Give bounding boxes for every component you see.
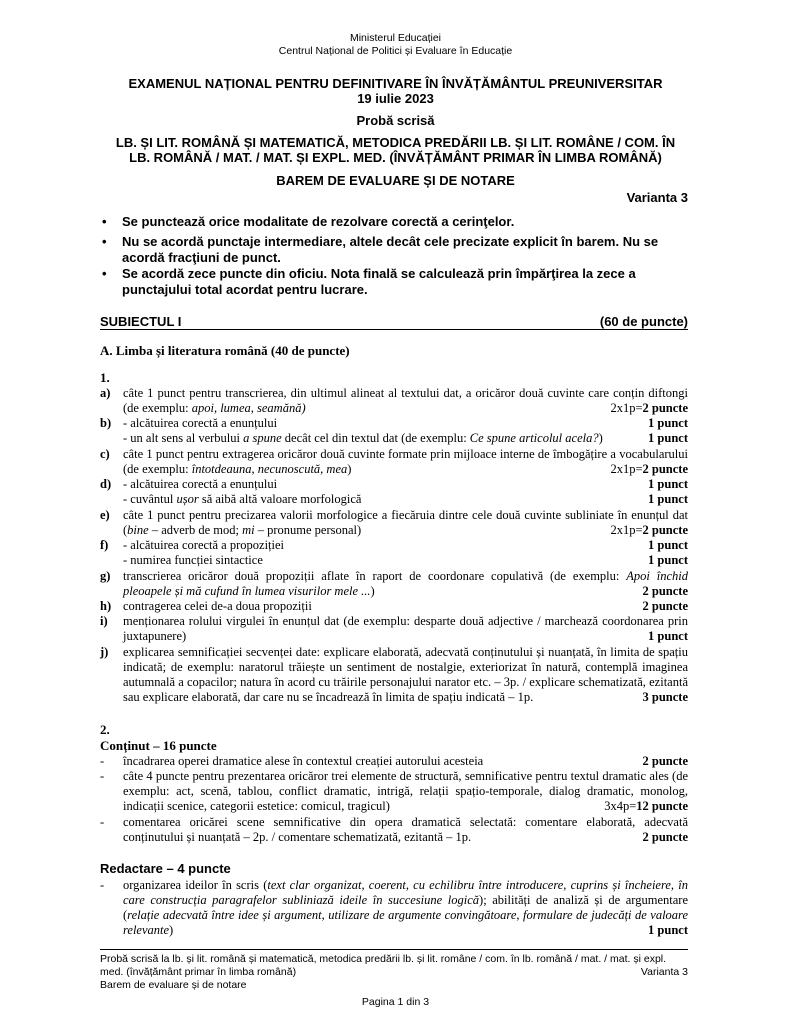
subject-heading: SUBIECTUL I (60 de puncte) (100, 314, 688, 329)
redactare-heading: Redactare – 4 puncte (100, 861, 231, 876)
rule-bullet-1: • Se punctează orice modalitate de rezolvare corectă a cerinţelor. (102, 214, 515, 229)
footer-line-1: Probă scrisă la lb. și lit. română și matematică, metodica predării lb. și lit. române / com. în lb. română / mat. / mat. și expl. (100, 953, 667, 965)
barem-title: BAREM DE EVALUARE ȘI DE NOTARE (276, 173, 515, 188)
item-f: f) - alcătuirea corectă a propoziției 1 punct - numirea funcției sintactice 1 punct (100, 538, 688, 567)
exam-title: EXAMENUL NAȚIONAL PENTRU DEFINITIVARE ÎN ÎNVĂȚĂMÂNTUL PREUNIVERSITAR (128, 76, 663, 91)
item-c: c) câte 1 punct pentru extragerea oricăror două cuvinte formate prin mijloace interne de îmbogățire a vocabularului (de exemplu: întotdeauna, necunoscută, mea) 2x1p=2 puncte (100, 447, 688, 476)
item-i: i) menționarea rolului virgulei în enunțul dat (de exemplu: desparte două adjective / marchează coordonarea prin juxtapunere) 1 punct (100, 614, 688, 643)
subject-line-1: LB. ȘI LIT. ROMÂNĂ ȘI MATEMATICĂ, METODICA PREDĂRII LB. ȘI LIT. ROMÂNE / COM. ÎN (115, 135, 676, 150)
subject-points: (60 de puncte) (599, 314, 688, 329)
footer-variant: Varianta 3 (640, 966, 688, 978)
item-d: d) - alcătuirea corectă a enunțului 1 punct - cuvântul ușor să aibă altă valoare morfologică 1 punct (100, 477, 688, 506)
rule-bullet-2: • Nu se acordă punctaje intermediare, altele decât cele precizate explicit în barem. Nu se acordă fracţiuni de punct. (102, 234, 659, 265)
page-number: Pagina 1 din 3 (361, 996, 430, 1008)
section-a-heading: A. Limba și literatura română (40 de puncte) (100, 343, 350, 358)
exam-date: 19 iulie 2023 (357, 91, 434, 106)
content-item-1: - încadrarea operei dramatice alese în contextul creației autorului acesteia 2 puncte (100, 754, 688, 768)
redactare-item-1: - organizarea ideilor în scris (text clar organizat, coerent, cu echilibru între introducere, cuprins și încheiere, în care construcția paragrafelor subliniază ideile în succesiune logică); abilități de analiză și de argumentare (relație adecvată între idee și argument, utilizare de argumente convingătoare, formulare de judecăți de valoare relevante) 1 punct (100, 878, 688, 937)
item-h: h) contragerea celei de-a doua propoziții 2 puncte (100, 599, 688, 613)
question-2-number: 2. (100, 722, 110, 737)
content-heading: Conținut – 16 puncte (100, 738, 217, 753)
subject-line-2: LB. ROMÂNĂ / MAT. / MAT. ȘI EXPL. MED. (ÎNVĂȚĂMÂNT PRIMAR ÎN LIMBA ROMÂNĂ) (129, 150, 662, 165)
content-item-2: - câte 4 puncte pentru prezentarea oricăror trei elemente de structură, semnificative pentru textul dramatic ales (de exemplu: act, scenă, tablou, conflict dramatic, intrigă, relații spațio-temporale, dialog dramatic, monolog, indicații scenice, categorii estetice: comicul, tragicul) 3x4p=12 puncte (100, 769, 688, 813)
center-name: Centrul Național de Politici și Evaluare în Educație (278, 45, 513, 57)
probe-type: Probă scrisă (356, 113, 435, 128)
item-e: e) câte 1 punct pentru precizarea valorii morfologice a fiecăruia dintre cele două cuvinte subliniate în enunțul dat (bine – adverb de mod; mi – pronume personal) 2x1p=2 puncte (100, 508, 688, 537)
rule-bullet-3: • Se acordă zece puncte din oficiu. Nota finală se calculează prin împărţirea la zece a punctajului total acordat pentru lucrare. (102, 266, 636, 297)
footer-divider (100, 949, 688, 950)
footer-line-3: Barem de evaluare și de notare (100, 979, 247, 991)
ministry-name: Ministerul Educației (349, 32, 442, 44)
variant-label: Varianta 3 (626, 190, 688, 205)
item-b: b) - alcătuirea corectă a enunțului 1 punct - un alt sens al verbului a spune decât cel din textul dat (de exemplu: Ce spune articolul acela?) 1 punct (100, 416, 688, 445)
item-g: g) transcrierea oricăror două propoziții aflate în raport de coordonare copulativă (de exemplu: Apoi închid pleoapele și mă cufund în lumea visurilor mele ...) 2 puncte (100, 569, 689, 598)
question-1-number: 1. (100, 370, 110, 385)
footer-line-2: med. (învățământ primar în limba română) Varianta 3 (100, 966, 688, 978)
item-j: j) explicarea semnificației secvenței date: explicare elaborată, adecvată conținutului și nuanțată, în limita de spațiu indicată; de exemplu: naratorul trăiește un sentiment de nostalgie, exteriorizat în natură, contemplă imaginea autumnală a copacilor; natura în acord cu trăirile personajului narator etc. – 3p. / explicare schematizată, ezitantă sau explicare elaborată, dar care nu se încadrează în limita de spațiu indicată – 1p. 3 puncte (100, 645, 688, 704)
item-a: a) câte 1 punct pentru transcrierea, din ultimul alineat al textului dat, a oricăror două cuvinte care conțin diftongi (de exemplu: apoi, lumea, seamănă) 2x1p=2 puncte (100, 386, 688, 415)
content-item-3: - comentarea oricărei scene semnificative din opera dramatică selectată: comentare elaborată, adecvată conținutului și nuanțată – 2p. / comentare schematizată, ezitantă – 1p. 2 puncte (100, 815, 688, 844)
